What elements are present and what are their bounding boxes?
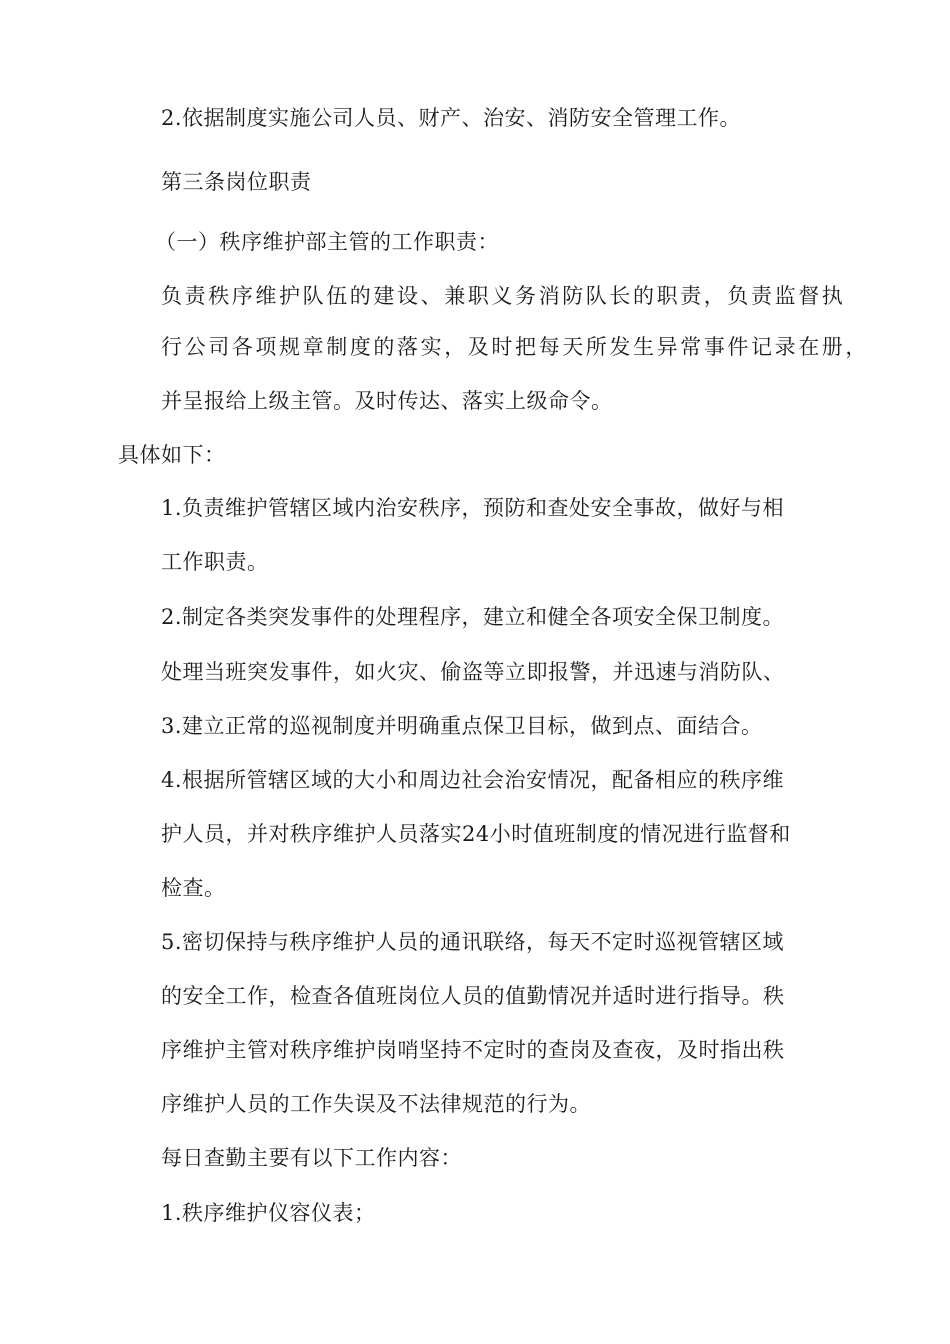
paragraph-line: 护人员，并对秩序维护人员落实24小时值班制度的情况进行监督和 (161, 822, 791, 846)
paragraph-line: 序维护人员的工作失误及不法律规范的行为。 (161, 1092, 591, 1116)
paragraph-line: 检查。 (161, 876, 226, 900)
paragraph-line: 4.根据所管辖区域的大小和周边社会治安情况，配备相应的秩序维 (161, 768, 785, 792)
paragraph-line: 的安全工作，检查各值班岗位人员的值勤情况并适时进行指导。秩 (161, 984, 785, 1008)
paragraph-line: 具体如下： (118, 443, 226, 467)
paragraph-line: 1.秩序维护仪容仪表； (161, 1201, 376, 1225)
paragraph-line: 3.建立正常的巡视制度并明确重点保卫目标，做到点、面结合。 (161, 714, 763, 738)
paragraph-line: 工作职责。 (161, 550, 269, 574)
subsection-heading: （一）秩序维护部主管的工作职责： (155, 230, 499, 254)
paragraph-line: 负责秩序维护队伍的建设、兼职义务消防队长的职责，负责监督执 (161, 284, 846, 308)
paragraph-line: 并呈报给上级主管。及时传达、落实上级命令。 (161, 389, 613, 413)
paragraph-line: 2.制定各类突发事件的处理程序，建立和健全各项安全保卫制度。 (161, 605, 785, 629)
paragraph-line: 2.依据制度实施公司人员、财产、治安、消防安全管理工作。 (161, 106, 742, 130)
paragraph-line: 1.负责维护管辖区域内治安秩序，预防和查处安全事故，做好与相 (161, 496, 785, 520)
paragraph-line: 处理当班突发事件，如火灾、偷盗等立即报警，并迅速与消防队、 (161, 660, 785, 684)
paragraph-line: 序维护主管对秩序维护岗哨坚持不定时的查岗及查夜，及时指出秩 (161, 1038, 785, 1062)
paragraph-line: 行公司各项规章制度的落实，及时把每天所发生异常事件记录在册， (161, 335, 869, 359)
paragraph-line: 每日查勤主要有以下工作内容： (161, 1146, 462, 1170)
paragraph-line: 5.密切保持与秩序维护人员的通讯联络，每天不定时巡视管辖区域 (161, 930, 785, 954)
section-heading: 第三条岗位职责 (161, 170, 312, 194)
